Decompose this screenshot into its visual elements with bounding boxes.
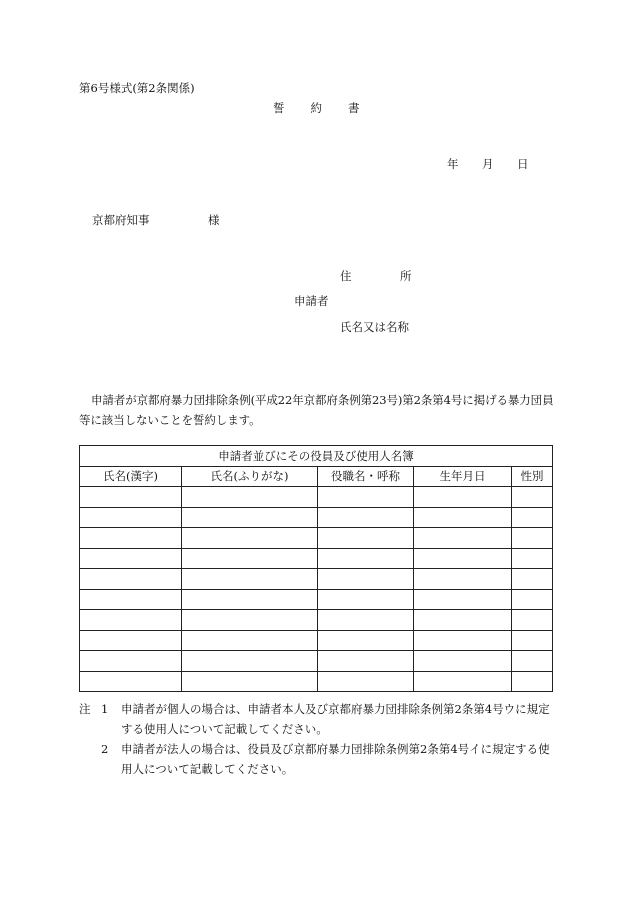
table-cell[interactable] bbox=[182, 610, 318, 631]
addressee-name: 京都府知事 bbox=[92, 213, 150, 227]
table-cell[interactable] bbox=[182, 548, 318, 569]
table-cell[interactable] bbox=[414, 528, 512, 549]
pledge-statement: 申請者が京都府暴力団排除条例(平成22年京都府条例第23号)第2条第4号に掲げる暴力団員等に該当しないことを誓約します。 bbox=[79, 393, 554, 427]
table-cell[interactable] bbox=[80, 548, 182, 569]
note-item-2 bbox=[79, 739, 559, 779]
table-row bbox=[80, 487, 553, 508]
table-cell[interactable] bbox=[318, 589, 414, 610]
addressee bbox=[92, 212, 220, 228]
table-cell[interactable] bbox=[414, 610, 512, 631]
column-header-position: 役職名・呼称 bbox=[318, 466, 414, 487]
address-label-char-2: 所 bbox=[400, 269, 412, 283]
date-month-label: 月 bbox=[482, 157, 494, 171]
table-cell[interactable] bbox=[414, 507, 512, 528]
table-cell[interactable] bbox=[318, 651, 414, 672]
table-cell[interactable] bbox=[414, 487, 512, 508]
table-row bbox=[80, 610, 553, 631]
table-cell[interactable] bbox=[318, 548, 414, 569]
roster-title: 申請者並びにその役員及び使用人名簿 bbox=[80, 446, 553, 467]
table-cell[interactable] bbox=[80, 671, 182, 692]
column-header-birthdate: 生年月日 bbox=[414, 466, 512, 487]
table-cell[interactable] bbox=[80, 651, 182, 672]
table-row bbox=[80, 651, 553, 672]
roster-table bbox=[79, 445, 553, 692]
table-cell[interactable] bbox=[512, 610, 553, 631]
name-label: 氏名又は名称 bbox=[340, 320, 409, 334]
table-cell[interactable] bbox=[414, 651, 512, 672]
table-cell[interactable] bbox=[318, 630, 414, 651]
table-cell[interactable] bbox=[182, 487, 318, 508]
table-cell[interactable] bbox=[318, 528, 414, 549]
table-cell[interactable] bbox=[512, 589, 553, 610]
applicant-label: 申請者 bbox=[294, 294, 329, 308]
table-cell[interactable] bbox=[512, 507, 553, 528]
table-cell[interactable] bbox=[414, 548, 512, 569]
document-title bbox=[273, 100, 360, 116]
date-day-label: 日 bbox=[517, 157, 529, 171]
note-text-2: 申請者が法人の場合は、役員及び京都府暴力団排除条例第2条第4号イに規定する使用人について記載してください。 bbox=[121, 742, 550, 776]
title-char-3: 書 bbox=[348, 101, 360, 115]
table-cell[interactable] bbox=[182, 507, 318, 528]
table-cell[interactable] bbox=[512, 671, 553, 692]
table-row bbox=[80, 589, 553, 610]
title-char-2: 約 bbox=[310, 101, 322, 115]
note-mark: 注 bbox=[79, 702, 91, 716]
table-cell[interactable] bbox=[182, 651, 318, 672]
table-cell[interactable] bbox=[512, 487, 553, 508]
table-cell[interactable] bbox=[512, 651, 553, 672]
table-cell[interactable] bbox=[414, 569, 512, 590]
table-cell[interactable] bbox=[414, 589, 512, 610]
table-cell[interactable] bbox=[80, 507, 182, 528]
table-cell[interactable] bbox=[318, 487, 414, 508]
note-number-2: 2 bbox=[101, 742, 109, 756]
table-cell[interactable] bbox=[512, 548, 553, 569]
title-char-1: 誓 bbox=[273, 101, 285, 115]
table-cell[interactable] bbox=[182, 630, 318, 651]
table-cell[interactable] bbox=[182, 528, 318, 549]
table-cell[interactable] bbox=[318, 610, 414, 631]
table-row bbox=[80, 569, 553, 590]
addressee-honorific: 様 bbox=[208, 213, 220, 227]
table-cell[interactable] bbox=[414, 630, 512, 651]
table-cell[interactable] bbox=[512, 569, 553, 590]
table-cell[interactable] bbox=[318, 671, 414, 692]
table-row bbox=[80, 548, 553, 569]
table-cell[interactable] bbox=[80, 630, 182, 651]
table-cell[interactable] bbox=[182, 671, 318, 692]
table-cell[interactable] bbox=[512, 630, 553, 651]
form-number: 第6号様式(第2条関係) bbox=[79, 81, 195, 95]
table-cell[interactable] bbox=[80, 487, 182, 508]
table-row bbox=[80, 507, 553, 528]
table-cell[interactable] bbox=[318, 507, 414, 528]
note-item-1 bbox=[79, 699, 559, 739]
table-cell[interactable] bbox=[80, 589, 182, 610]
table-row bbox=[80, 528, 553, 549]
column-header-name-kanji: 氏名(漢字) bbox=[80, 466, 182, 487]
date-year-label: 年 bbox=[447, 157, 459, 171]
column-header-gender: 性別 bbox=[512, 466, 553, 487]
table-cell[interactable] bbox=[318, 569, 414, 590]
table-cell[interactable] bbox=[182, 589, 318, 610]
notes bbox=[79, 699, 559, 779]
table-row bbox=[80, 671, 553, 692]
roster-header-row bbox=[80, 466, 553, 487]
table-cell[interactable] bbox=[182, 569, 318, 590]
note-number-1: 1 bbox=[101, 702, 109, 716]
note-text-1: 申請者が個人の場合は、申請者本人及び京都府暴力団排除条例第2条第4号ウに規定する使用人について記載してください。 bbox=[121, 702, 550, 736]
column-header-name-furigana: 氏名(ふりがな) bbox=[182, 466, 318, 487]
table-cell[interactable] bbox=[512, 528, 553, 549]
table-row bbox=[80, 630, 553, 651]
table-cell[interactable] bbox=[80, 528, 182, 549]
table-cell[interactable] bbox=[80, 610, 182, 631]
address-label-char-1: 住 bbox=[340, 269, 352, 283]
table-cell[interactable] bbox=[80, 569, 182, 590]
table-cell[interactable] bbox=[414, 671, 512, 692]
